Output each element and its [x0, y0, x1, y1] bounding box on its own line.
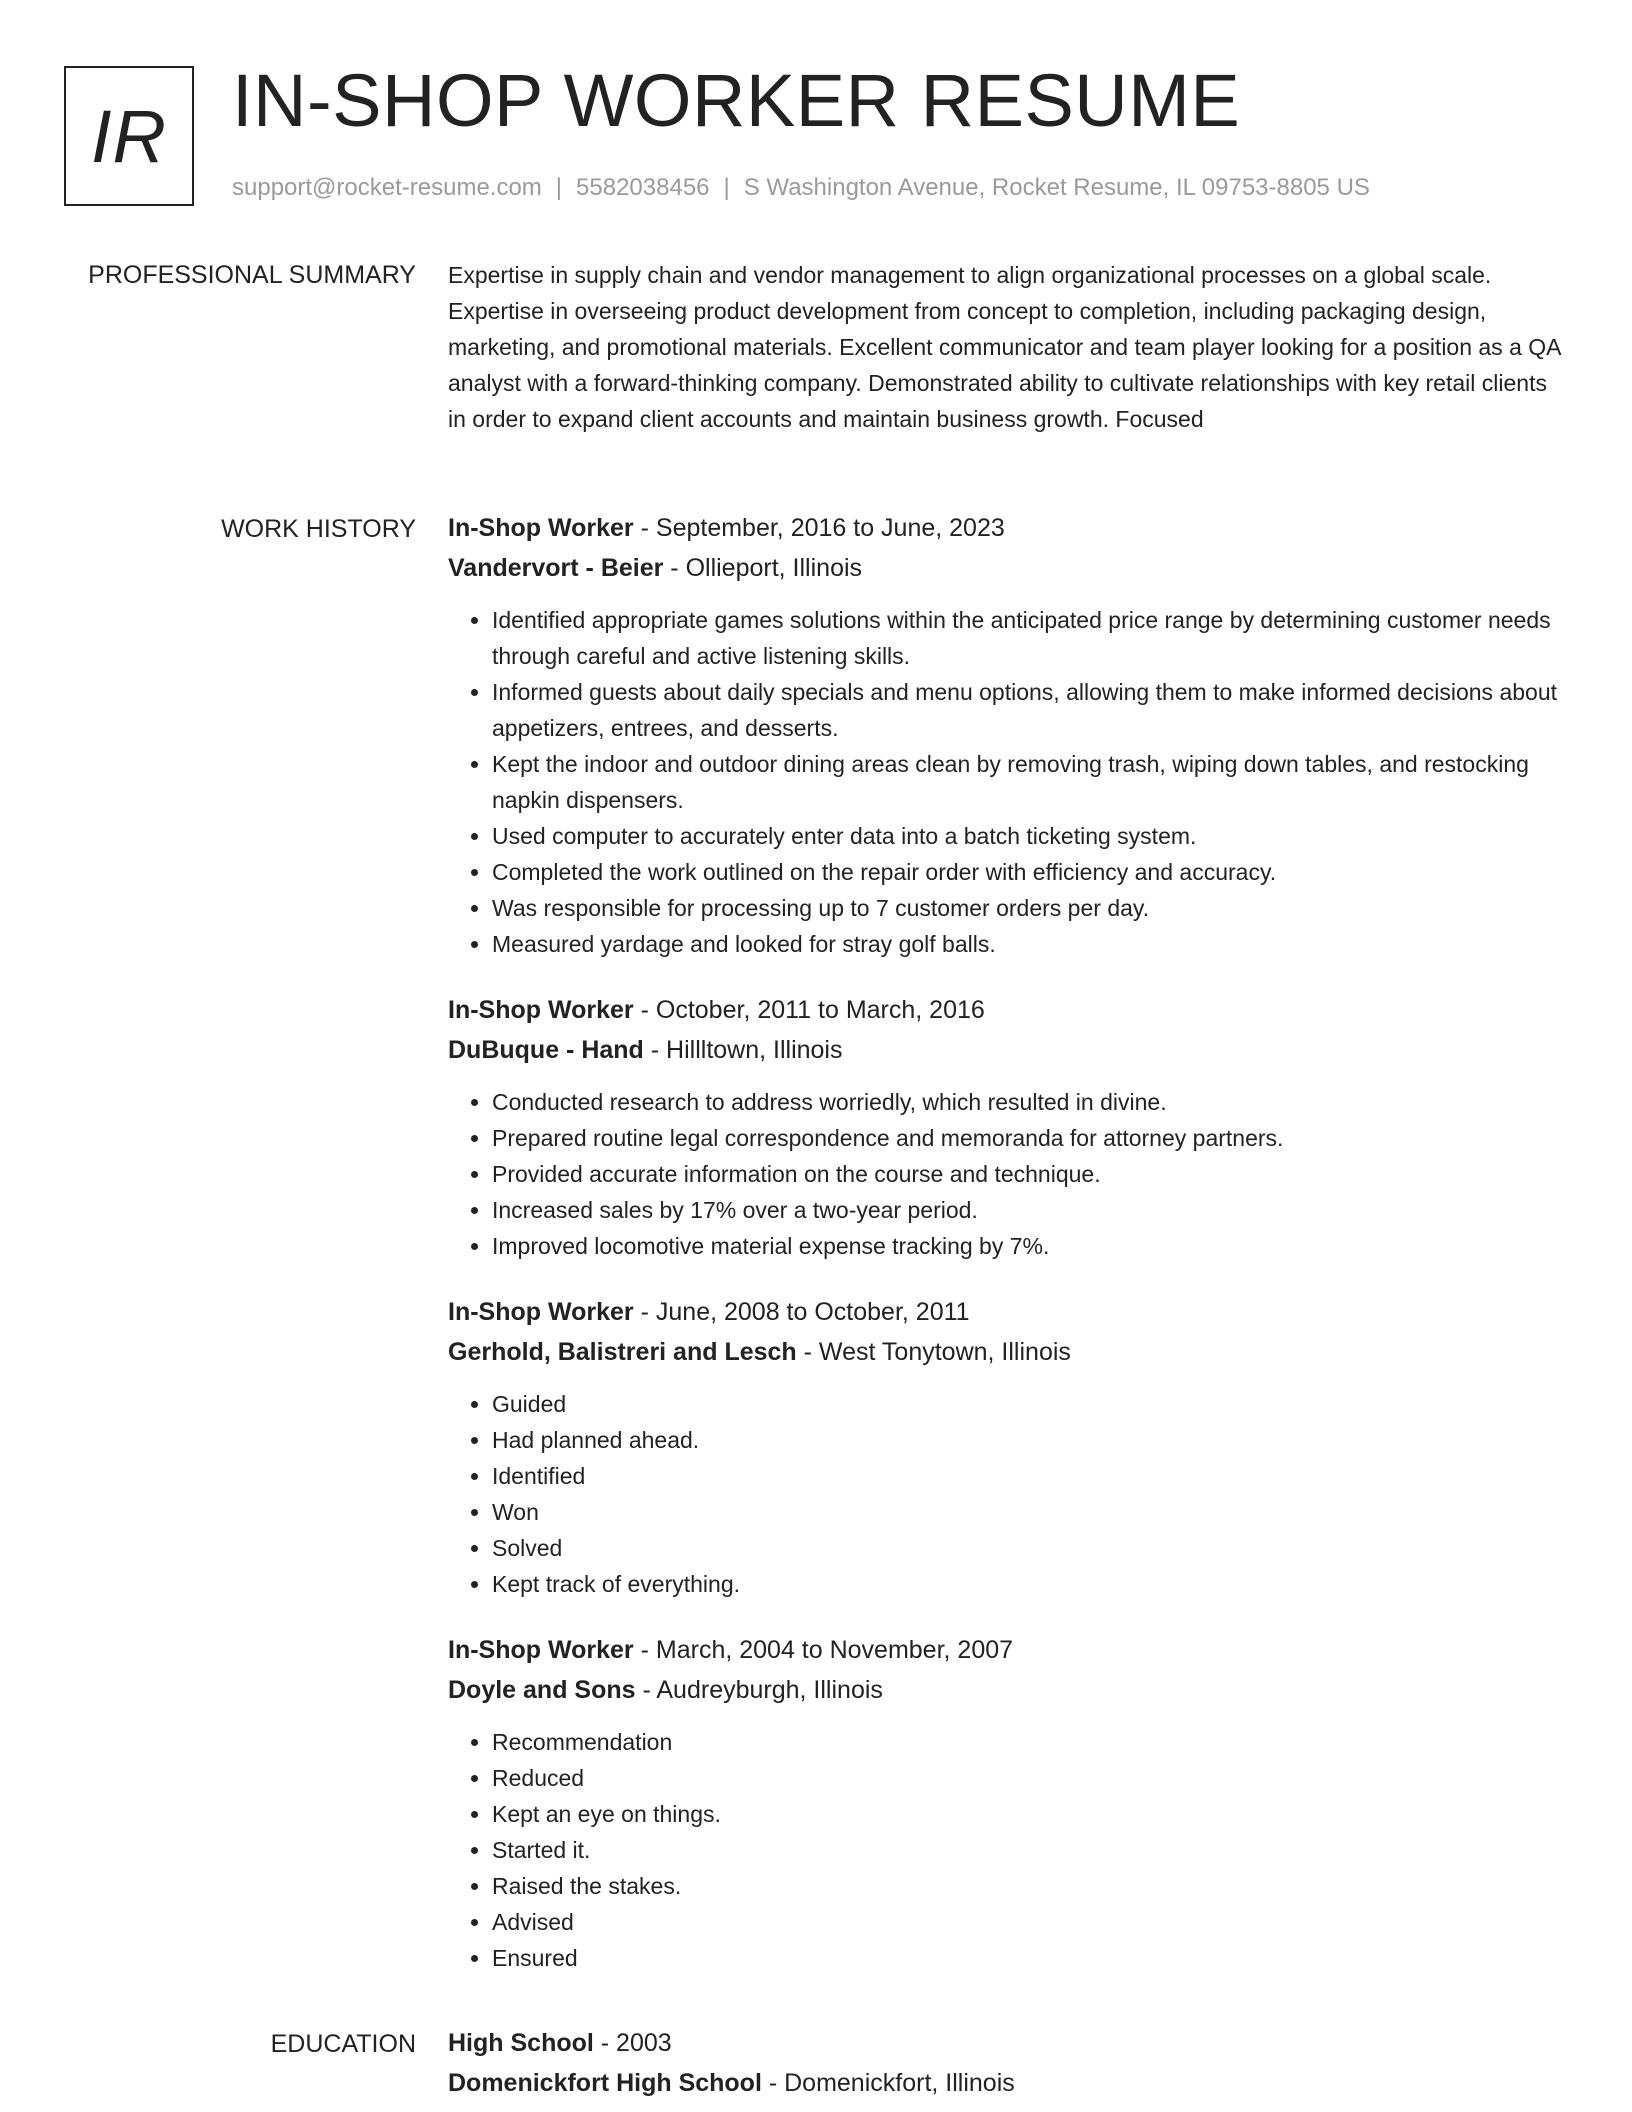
- duty-item: • Used computer to accurately enter data into a batch ticketing system.: [492, 818, 1568, 854]
- education-location: - Domenickfort, Illinois: [761, 2069, 1015, 2097]
- education-school: Domenickfort High School: [448, 2069, 762, 2097]
- contact-phone[interactable]: 5582038456: [576, 174, 710, 201]
- education-year: - 2003: [593, 2029, 672, 2057]
- education-school-line: [448, 2063, 1568, 2103]
- resume-header: [64, 59, 1564, 216]
- summary-text: Expertise in supply chain and vendor management to align organizational processes on a global scale. Expertise in overseeing product development from concept to completion, including packaging design, marketing, and promotional materials. Excellent communicator and team player looking for a position as a QA analyst with a forward-thinking company. Demonstrated ability to cultivate relationships with key retail clients in order to expand client accounts and maintain business growth. Focused: [448, 262, 1561, 432]
- job-entry: [448, 990, 1568, 1264]
- job-title: In-Shop Worker: [448, 996, 634, 1024]
- job-dates: - September, 2016 to June, 2023: [633, 514, 1005, 542]
- job-dates: - June, 2008 to October, 2011: [633, 1298, 970, 1326]
- duty-item: • Raised the stakes.: [492, 1868, 1568, 1904]
- job-dates: - October, 2011 to March, 2016: [633, 996, 985, 1024]
- duty-item: • Identified: [492, 1458, 1568, 1494]
- job-title-line: [448, 1292, 1568, 1332]
- job-location: - West Tonytown, Illinois: [796, 1338, 1071, 1366]
- duty-item: • Guided: [492, 1386, 1568, 1422]
- duty-list: [448, 1724, 1568, 1976]
- duty-item: • Kept an eye on things.: [492, 1796, 1568, 1832]
- duty-item: • Ensured: [492, 1940, 1568, 1976]
- duty-list: [448, 602, 1568, 962]
- duty-item: • Informed guests about daily specials and menu options, allowing them to make informed decisions about appetizers, entrees, and desserts.: [492, 674, 1568, 746]
- duty-item: • Completed the work outlined on the repair order with efficiency and accuracy.: [492, 854, 1568, 890]
- job-location: - Hillltown, Illinois: [643, 1036, 843, 1064]
- job-entry: [448, 1292, 1568, 1602]
- duty-item: • Started it.: [492, 1832, 1568, 1868]
- job-company: Vandervort - Beier: [448, 554, 664, 582]
- job-company-line: [448, 1030, 1568, 1070]
- job-title-line: [448, 1630, 1568, 1670]
- job-company-line: [448, 1670, 1568, 1710]
- duty-item: • Reduced: [492, 1760, 1568, 1796]
- monogram-logo: IR: [64, 66, 194, 206]
- duty-item: • Improved locomotive material expense tracking by 7%.: [492, 1228, 1568, 1264]
- education-body: [448, 2023, 1568, 2103]
- summary-body: [448, 257, 1568, 437]
- job-company-line: [448, 548, 1568, 588]
- contact-separator: |: [723, 174, 730, 201]
- duty-item: • Kept track of everything.: [492, 1566, 1568, 1602]
- contact-address: S Washington Avenue, Rocket Resume, IL 09753-8805 US: [743, 174, 1370, 201]
- job-entry: [448, 508, 1568, 962]
- job-title-line: [448, 508, 1568, 548]
- contact-line: [232, 174, 1370, 202]
- duty-item: • Solved: [492, 1530, 1568, 1566]
- summary-heading: PROFESSIONAL SUMMARY: [88, 261, 416, 289]
- duty-item: • Kept the indoor and outdoor dining areas clean by removing trash, wiping down tables, and restocking napkin dispensers.: [492, 746, 1568, 818]
- duty-list: [448, 1386, 1568, 1602]
- job-location: - Audreyburgh, Illinois: [635, 1676, 883, 1704]
- job-title: In-Shop Worker: [448, 1298, 634, 1326]
- job-entry: [448, 1630, 1568, 1976]
- contact-email[interactable]: support@rocket-resume.com: [232, 174, 542, 201]
- education-degree: High School: [448, 2029, 594, 2057]
- job-title: In-Shop Worker: [448, 1636, 634, 1664]
- job-dates: - March, 2004 to November, 2007: [633, 1636, 1014, 1664]
- duty-item: • Prepared routine legal correspondence and memoranda for attorney partners.: [492, 1120, 1568, 1156]
- page-title: IN-SHOP WORKER RESUME: [232, 59, 1241, 142]
- job-title: In-Shop Worker: [448, 514, 634, 542]
- work-history-body: [448, 508, 1568, 2004]
- duty-item: • Identified appropriate games solutions within the anticipated price range by determining customer needs through careful and active listening skills.: [492, 602, 1568, 674]
- duty-item: • Was responsible for processing up to 7 customer orders per day.: [492, 890, 1568, 926]
- duty-item: • Had planned ahead.: [492, 1422, 1568, 1458]
- duty-item: • Won: [492, 1494, 1568, 1530]
- job-location: - Ollieport, Illinois: [663, 554, 863, 582]
- job-company: Doyle and Sons: [448, 1676, 636, 1704]
- education-degree-line: [448, 2023, 1568, 2063]
- duty-list: [448, 1084, 1568, 1264]
- duty-item: • Provided accurate information on the course and technique.: [492, 1156, 1568, 1192]
- job-company: DuBuque - Hand: [448, 1036, 644, 1064]
- work-history-heading: WORK HISTORY: [221, 515, 416, 543]
- duty-item: • Advised: [492, 1904, 1568, 1940]
- job-company-line: [448, 1332, 1568, 1372]
- duty-item: • Measured yardage and looked for stray golf balls.: [492, 926, 1568, 962]
- contact-separator: |: [555, 174, 563, 201]
- duty-item: • Conducted research to address worriedly, which resulted in divine.: [492, 1084, 1568, 1120]
- job-title-line: [448, 990, 1568, 1030]
- job-company: Gerhold, Balistreri and Lesch: [448, 1338, 797, 1366]
- duty-item: • Increased sales by 17% over a two-year period.: [492, 1192, 1568, 1228]
- duty-item: • Recommendation: [492, 1724, 1568, 1760]
- education-heading: EDUCATION: [270, 2030, 416, 2058]
